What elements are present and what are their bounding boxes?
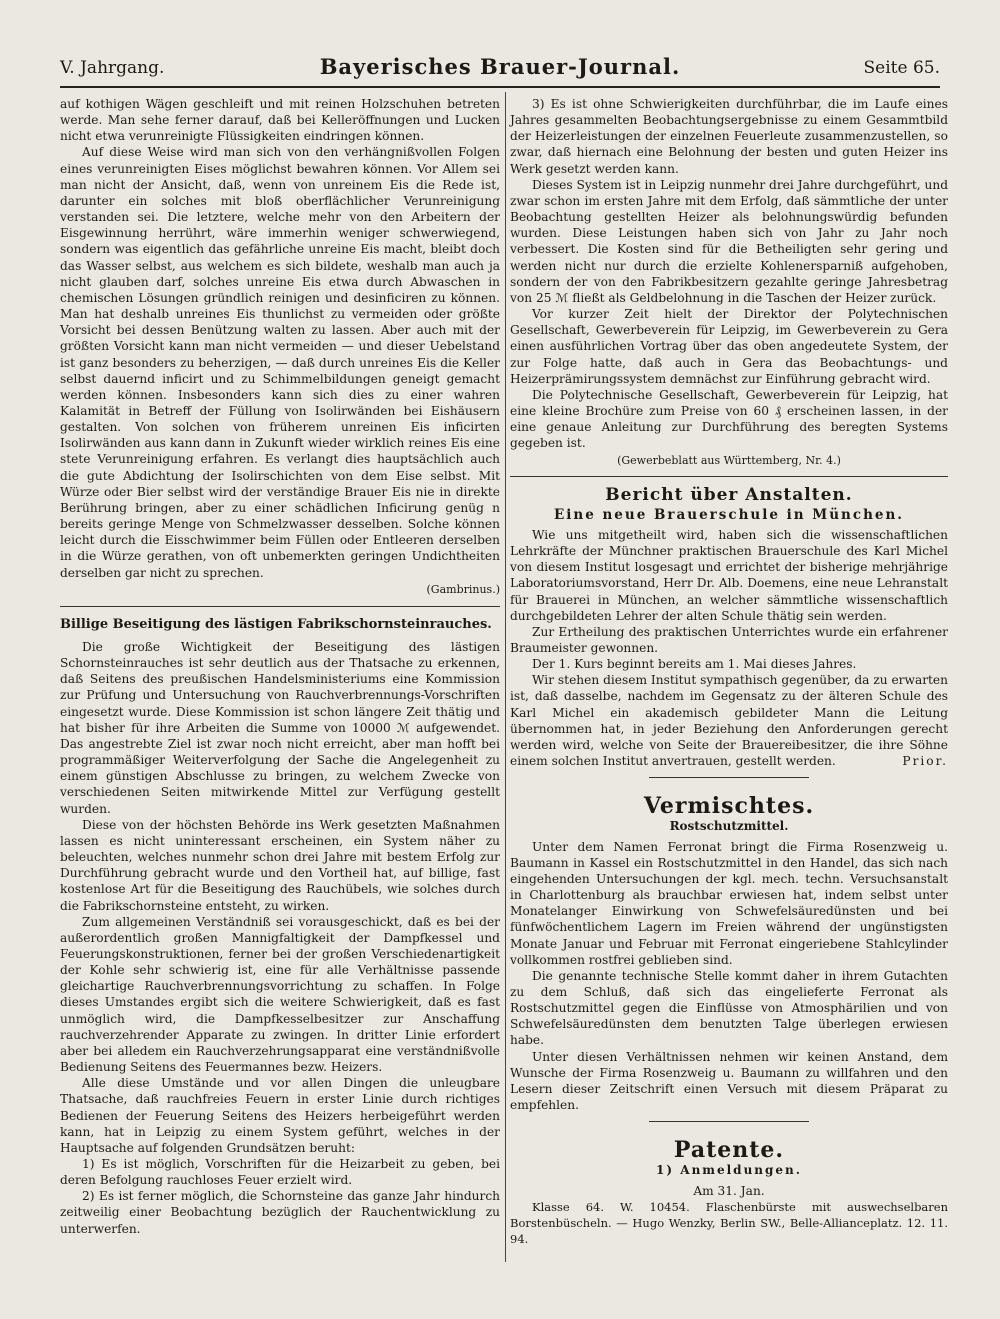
- date-line: Am 31. Jan.: [693, 1183, 765, 1198]
- source-citation: (Gewerbeblatt aus Württemberg, Nr. 4.): [617, 454, 841, 468]
- paragraph: Unter diesen Verhältnissen nehmen wir keinen Anstand, dem Wunsche der Firma Rosenzweig u. Baumann zu willfahren und den Lesern dieser Zeitschrift einen Versuch mit diesem Präparat zu empfehlen.: [510, 1049, 948, 1113]
- right-column: [510, 96, 948, 1247]
- article-heading: Billige Beseitigung des lästigen Fabrikschornsteinrauches.: [60, 616, 492, 632]
- column-divider: [505, 92, 506, 1262]
- divider-line: [649, 1121, 809, 1122]
- divider-line: [510, 476, 948, 477]
- page-number: Seite 65.: [863, 58, 940, 78]
- subsection-heading: 1) Anmeldungen.: [656, 1163, 802, 1178]
- paragraph: Wie uns mitgetheilt wird, haben sich die wissenschaftlichen Lehrkräfte der Münchner praktischen Brauerschule des Karl Michel von diesem Institut losgesagt und errichtet der bisherige mehrjährige Laboratoriumsvorstand, Herr Dr. Alb. Doemens, eine neue Lehranstalt für Brauerei in München, an welcher sämmtliche wissenschaftlich durchgebildeten Lehrer der alten Schule thätig sein werden.: [510, 527, 948, 623]
- paragraph-text: Wir stehen diesem Institut sympathisch gegenüber, da zu erwarten ist, daß dasselbe, nachdem im Gegensatz zu der älteren Schule des Karl Michel ein akademisch gebildeter Mann die Leitung übernommen hat, in jeder Beziehung den Anforderungen gerecht werden wird, welche von Seite der Brauereibesitzer, die ihre Söhne einem solchen Institut anvertrauen, gestellt werden.: [510, 673, 948, 769]
- paragraph: Dieses System ist in Leipzig nunmehr drei Jahre durchgeführt, und zwar schon im ersten Jahre mit dem Erfolg, daß sämmtliche der unter Beobachtung gestellten Heizer als belohnungswürdig befunden wurden. Diese Leistungen haben sich von Jahr zu Jahr noch verbessert. Die Kosten sind für die Betheiligten sehr gering und werden nicht nur durch die erzielte Kohlenersparniß aufgehoben, sondern der von den Fabrikbesitzern gezahlte geringe Jahresbetrag von 25 ℳ fließt als Geldbelohnung in die Taschen der Heizer zurück.: [510, 177, 948, 305]
- left-column: [60, 96, 500, 1237]
- page-header: [60, 52, 940, 88]
- paragraph: auf kothigen Wägen geschleift und mit reinen Holzschuhen betreten werde. Man sehe ferner darauf, daß bei Kelleröffnungen und Lucken nicht etwa verunreinigte Flüssigkeiten eindringen können.: [60, 97, 500, 144]
- divider-line: [649, 777, 809, 778]
- paragraph: Auf diese Weise wird man sich von den verhängnißvollen Folgen eines verunreinigten Eises möglichst bewahren können. Vor Allem sei man nicht der Ansicht, daß, wenn von unreinem Eis die Rede ist, darunter ein solches mit bloß oberflächlicher Verunreinigung verstanden sei. Die letztere, welche mehr von den Arbeitern der Eisgewinnung herrührt, wäre immerhin weniger schwerwiegend, sondern was eigentlich das gefährliche unreine Eis macht, bleibt doch das Wasser selbst, aus welchem es sich bildete, weshalb man auch ja nicht glauben darf, solches unreine Eis etwa durch Abwaschen in chemischen Lösungen gründlich reinigen und desinficiren zu können. Man hat deshalb unreines Eis thunlichst zu vermeiden oder größte Vorsicht bei dessen Benützung walten zu lassen. Aber auch mit der größten Vorsicht kann man nicht vermeiden — und dieser Uebelstand ist ganz besonders zu beherzigen, — daß durch unreines Eis die Keller selbst dauernd inficirt und zu Schimmelbildungen geneigt gemacht werden können. Insbesonders kann sich dies zu einer wahren Kalamität in Betreff der Füllung von Isolirwänden bei Eishäusern gestalten. Von solchen von früherem unreinen Eis inficirten Isolirwänden aus kann dann in Zukunft wieder wirklich reines Eis eine stete Verunreinigung erfahren. Es verlangt dies hauptsächlich auch die gute Abdichtung der Isolirschichten von dem Eise selbst. Mit Würze oder Bier selbst wird der verständige Brauer Eis nie in direkte Berührung bringen, aber zu einer schädlichen Inficirung genüg n bereits geringe Menge von Schmelzwasser desselben. Solche können leicht durch die Eisschwimmer beim Füllen oder Entleeren derselben in die Würze gerathen, von oft unbemerkten geringen Undichtheiten derselben gar nicht zu sprechen.: [60, 145, 500, 580]
- section-heading: Bericht über Anstalten.: [605, 484, 853, 505]
- paragraph: Die genannte technische Stelle kommt daher in ihrem Gutachten zu dem Schluß, daß sich das eingelieferte Ferronat als Rostschutzmittel gegen die Einflüsse von Atmosphärilien und von Schwefelsäuredünsten dem benutzten Talge überlegen erwiesen habe.: [510, 968, 948, 1048]
- paragraph: Alle diese Umstände und vor allen Dingen die unleugbare Thatsache, daß rauchfreies Feuern in erster Linie durch richtiges Bedienen der Feuerung Seitens des Heizers herbeigeführt werden kann, hat in Leipzig zu einem System geführt, welches in der Hauptsache auf folgenden Grundsätzen beruht:: [60, 1076, 500, 1155]
- paragraph: [510, 672, 948, 769]
- author-signature: Prior.: [902, 754, 948, 769]
- list-item: 1) Es ist möglich, Vorschriften für die Heizarbeit zu geben, bei deren Befolgung rauchloses Feuer erzielt wird.: [60, 1157, 500, 1188]
- paragraph: Diese von der höchsten Behörde ins Werk gesetzten Maßnahmen lassen es nicht uninteressant erscheinen, ein System näher zu beleuchten, welches nunmehr schon drei Jahre mit bestem Erfolg zur Durchführung gebracht wurde und den Vortheil hat, auf billige, fast kostenlose Art für die Beseitigung des Rauchübels, wie solches durch die Fabrikschornsteine entsteht, zu wirken.: [60, 817, 500, 913]
- volume-label: V. Jahrgang.: [60, 58, 165, 78]
- paragraph: Zur Ertheilung des praktischen Unterrichtes wurde ein erfahrener Braumeister gewonnen.: [510, 624, 948, 655]
- source-citation: (Gambrinus.): [426, 582, 500, 596]
- paragraph: Die Polytechnische Gesellschaft, Gewerbeverein für Leipzig, hat eine kleine Brochüre zum Preise von 60 ₰ erscheinen lassen, in der eine genaue Anleitung zur Durchführung des beregten Systems gegeben ist.: [510, 387, 948, 451]
- patent-entry: Klasse 64. W. 10454. Flaschenbürste mit auswechselbaren Borstenbüscheln. — Hugo Wenzky, Berlin SW., Belle-Allianceplatz. 12. 11. 94.: [510, 1199, 948, 1246]
- paragraph: Unter dem Namen Ferronat bringt die Firma Rosenzweig u. Baumann in Kassel ein Rostschutzmittel in den Handel, das sich nach eingehenden Untersuchungen der kgl. mech. techn. Versuchsanstalt in Charlottenburg als brauchbar erwiesen hat, indem selbst unter Monatelanger Einwirkung von Schwefelsäuredünsten und bei fünfwöchentlichem Lagern im Freien während der ungünstigsten Monate Januar und Februar mit Ferronat eingeriebene Stahlcylinder vollkommen rostfrei geblieben sind.: [510, 839, 948, 967]
- list-item: 3) Es ist ohne Schwierigkeiten durchführbar, die im Laufe eines Jahres gesammelten Beobachtungsergebnisse zu einem Gesammtbild der Heizerleistungen der einzelnen Feuerleute zusammenzustellen, so zwar, daß hiernach eine Belohnung der besten und guten Heizer ins Werk gesetzt werden kann.: [510, 97, 948, 176]
- paragraph: Der 1. Kurs beginnt bereits am 1. Mai dieses Jahres.: [532, 657, 857, 672]
- journal-title: Bayerisches Brauer-Journal.: [319, 54, 681, 79]
- divider-line: [60, 606, 500, 607]
- paragraph: Vor kurzer Zeit hielt der Direktor der Polytechnischen Gesellschaft, Gewerbeverein für Leipzig, im Gewerbeverein zu Gera einen ausführlichen Vortrag über das oben angedeutete System, der zur Folge hatte, daß auch in Gera das Beobachtungs- und Heizerprämirungssystem demnächst zur Einführung gebracht wird.: [510, 307, 948, 386]
- section-heading: Patente.: [673, 1137, 785, 1164]
- section-heading: Vermischtes.: [643, 793, 815, 820]
- paragraph: Die große Wichtigkeit der Beseitigung des lästigen Schornsteinrauches ist sehr deutlich aus der Thatsache zu erkennen, daß Seitens des preußischen Handelsministeriums eine Kommission zur Prüfung und Untersuchung von Rauchverbrennungs-Vorschriften eingesetzt wurde. Diese Kommission ist schon längere Zeit thätig und hat bisher für ihre Arbeiten die Summe von 10000 ℳ aufgewendet. Das angestrebte Ziel ist zwar noch nicht erreicht, aber man hofft bei programmäßiger Weiterverfolgung der Sache die Angelegenheit zu einem günstigen Abschlusse zu bringen, zu welchem Zwecke von verschiedenen Seiten mitwirkende Mittel zur Verfügung gestellt wurden.: [60, 640, 500, 816]
- article-heading: Rostschutzmittel.: [669, 819, 789, 834]
- paragraph: Zum allgemeinen Verständniß sei vorausgeschickt, daß es bei der außerordentlich großen Mannigfaltigkeit der Dampfkessel und Feuerungskonstruktionen, ferner bei der großen Verschiedenartigkeit der Kohle sehr schwierig ist, eine für alle Verhältnisse passende gleichartige Rauchverbrennungsvorrichtung zu schaffen. In Folge dieses Umstandes ergibt sich die weitere Schwierigkeit, daß es fast unmöglich wird, die Dampfkesselbesitzer zur Anschaffung rauchverzehrender Apparate zu zwingen. In dritter Linie erfordert aber bei alledem ein Rauchverzehrungsapparat eine verständnißvolle Bedienung Seitens des Feuermannes bezw. Heizers.: [60, 914, 500, 1075]
- list-item: 2) Es ist ferner möglich, die Schornsteine das ganze Jahr hindurch zeitweilig einer Beobachtung bezüglich der Rauchentwicklung zu unterwerfen.: [60, 1189, 500, 1236]
- article-heading: Eine neue Brauerschule in München.: [553, 506, 905, 523]
